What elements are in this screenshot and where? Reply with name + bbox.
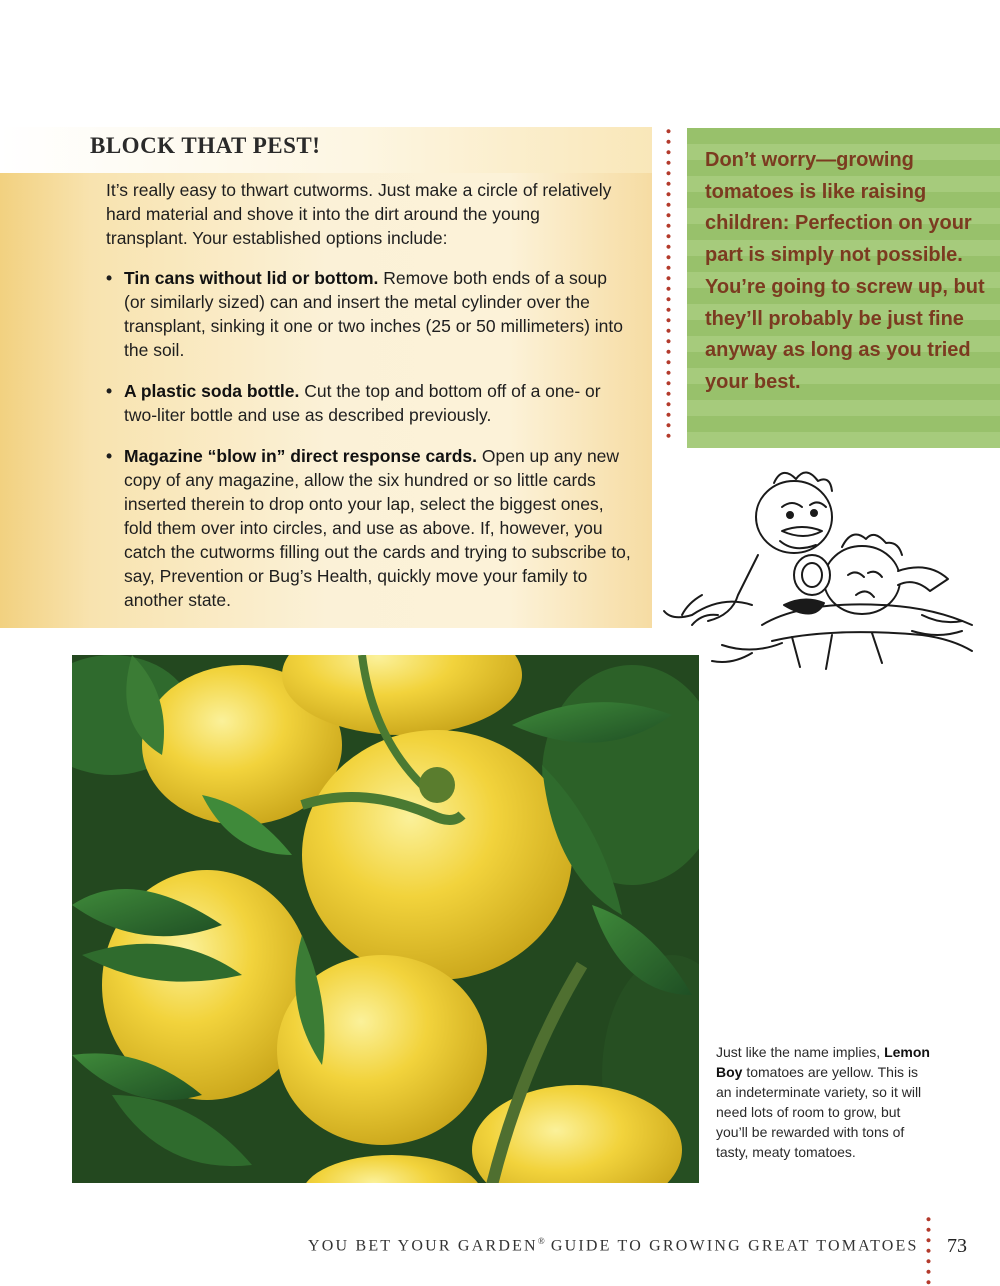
sidebar-title: BLOCK THAT PEST! xyxy=(90,133,321,158)
photo-caption xyxy=(716,1042,931,1162)
lemon-boy-tomatoes-photo xyxy=(72,655,699,1183)
tip-title: Tin cans without lid or bottom. xyxy=(124,268,379,288)
tip-title: Magazine “blow in” direct response cards. xyxy=(124,446,478,466)
running-footer xyxy=(308,1236,919,1255)
bullet-icon: • xyxy=(106,446,113,466)
cartoon-tomatoes-illustration xyxy=(662,455,980,695)
caption-rest: tomatoes are yellow. This is an indeterminate variety, so it will need lots of room to grow, but you’ll be rewarded with tons of tasty, meaty tomatoes. xyxy=(716,1064,922,1160)
list-item xyxy=(106,379,631,427)
list-item xyxy=(106,444,631,612)
caption-variety-name: Lemon Boy xyxy=(716,1044,930,1080)
tip-body: Remove both ends of a soup (or similarly sized) can and insert the metal cylinder over the transplant, sinking it one or two inches (25 or 50 millimeters) into the soil. xyxy=(124,268,623,360)
page-number: 73 xyxy=(947,1235,967,1257)
list-item xyxy=(106,266,631,362)
registered-mark: ® xyxy=(537,1236,545,1246)
pull-quote: Don’t worry—growing tomatoes is like raising children: Perfection on your part is simply not possible. You’re going to screw up, but they’ll probably be just fine anyway as long as you tried your best. xyxy=(705,149,985,393)
tip-title: A plastic soda bottle. xyxy=(124,381,300,401)
caption-lead: Just like the name implies, xyxy=(716,1044,885,1060)
bullet-icon: • xyxy=(106,381,113,401)
tip-body: Open up any new copy of any magazine, allow the six hundred or so little cards inserted therein to drop onto your lap, select the biggest ones, fold them over into circles, and use as above. If, however, you catch the cutworms filling out the cards and trying to subscribe to, say, Prevention or Bug’s Health, quickly move your family to another state. xyxy=(124,446,631,610)
sidebar-intro: It’s really easy to thwart cutworms. Just make a circle of relatively hard material and shove it into the dirt around the young transplant. Your established options include: xyxy=(106,180,612,248)
footer-dotted-divider xyxy=(926,1214,931,1286)
tips-list xyxy=(106,266,631,629)
dotted-divider xyxy=(666,126,671,442)
tip-body: Cut the top and bottom off of a one- or two-liter bottle and use as described previously. xyxy=(124,381,601,425)
bullet-icon: • xyxy=(106,268,113,288)
footer-book-subtitle: GUIDE TO GROWING GREAT TOMATOES xyxy=(544,1237,919,1255)
footer-book-title: YOU BET YOUR GARDEN xyxy=(308,1237,538,1255)
